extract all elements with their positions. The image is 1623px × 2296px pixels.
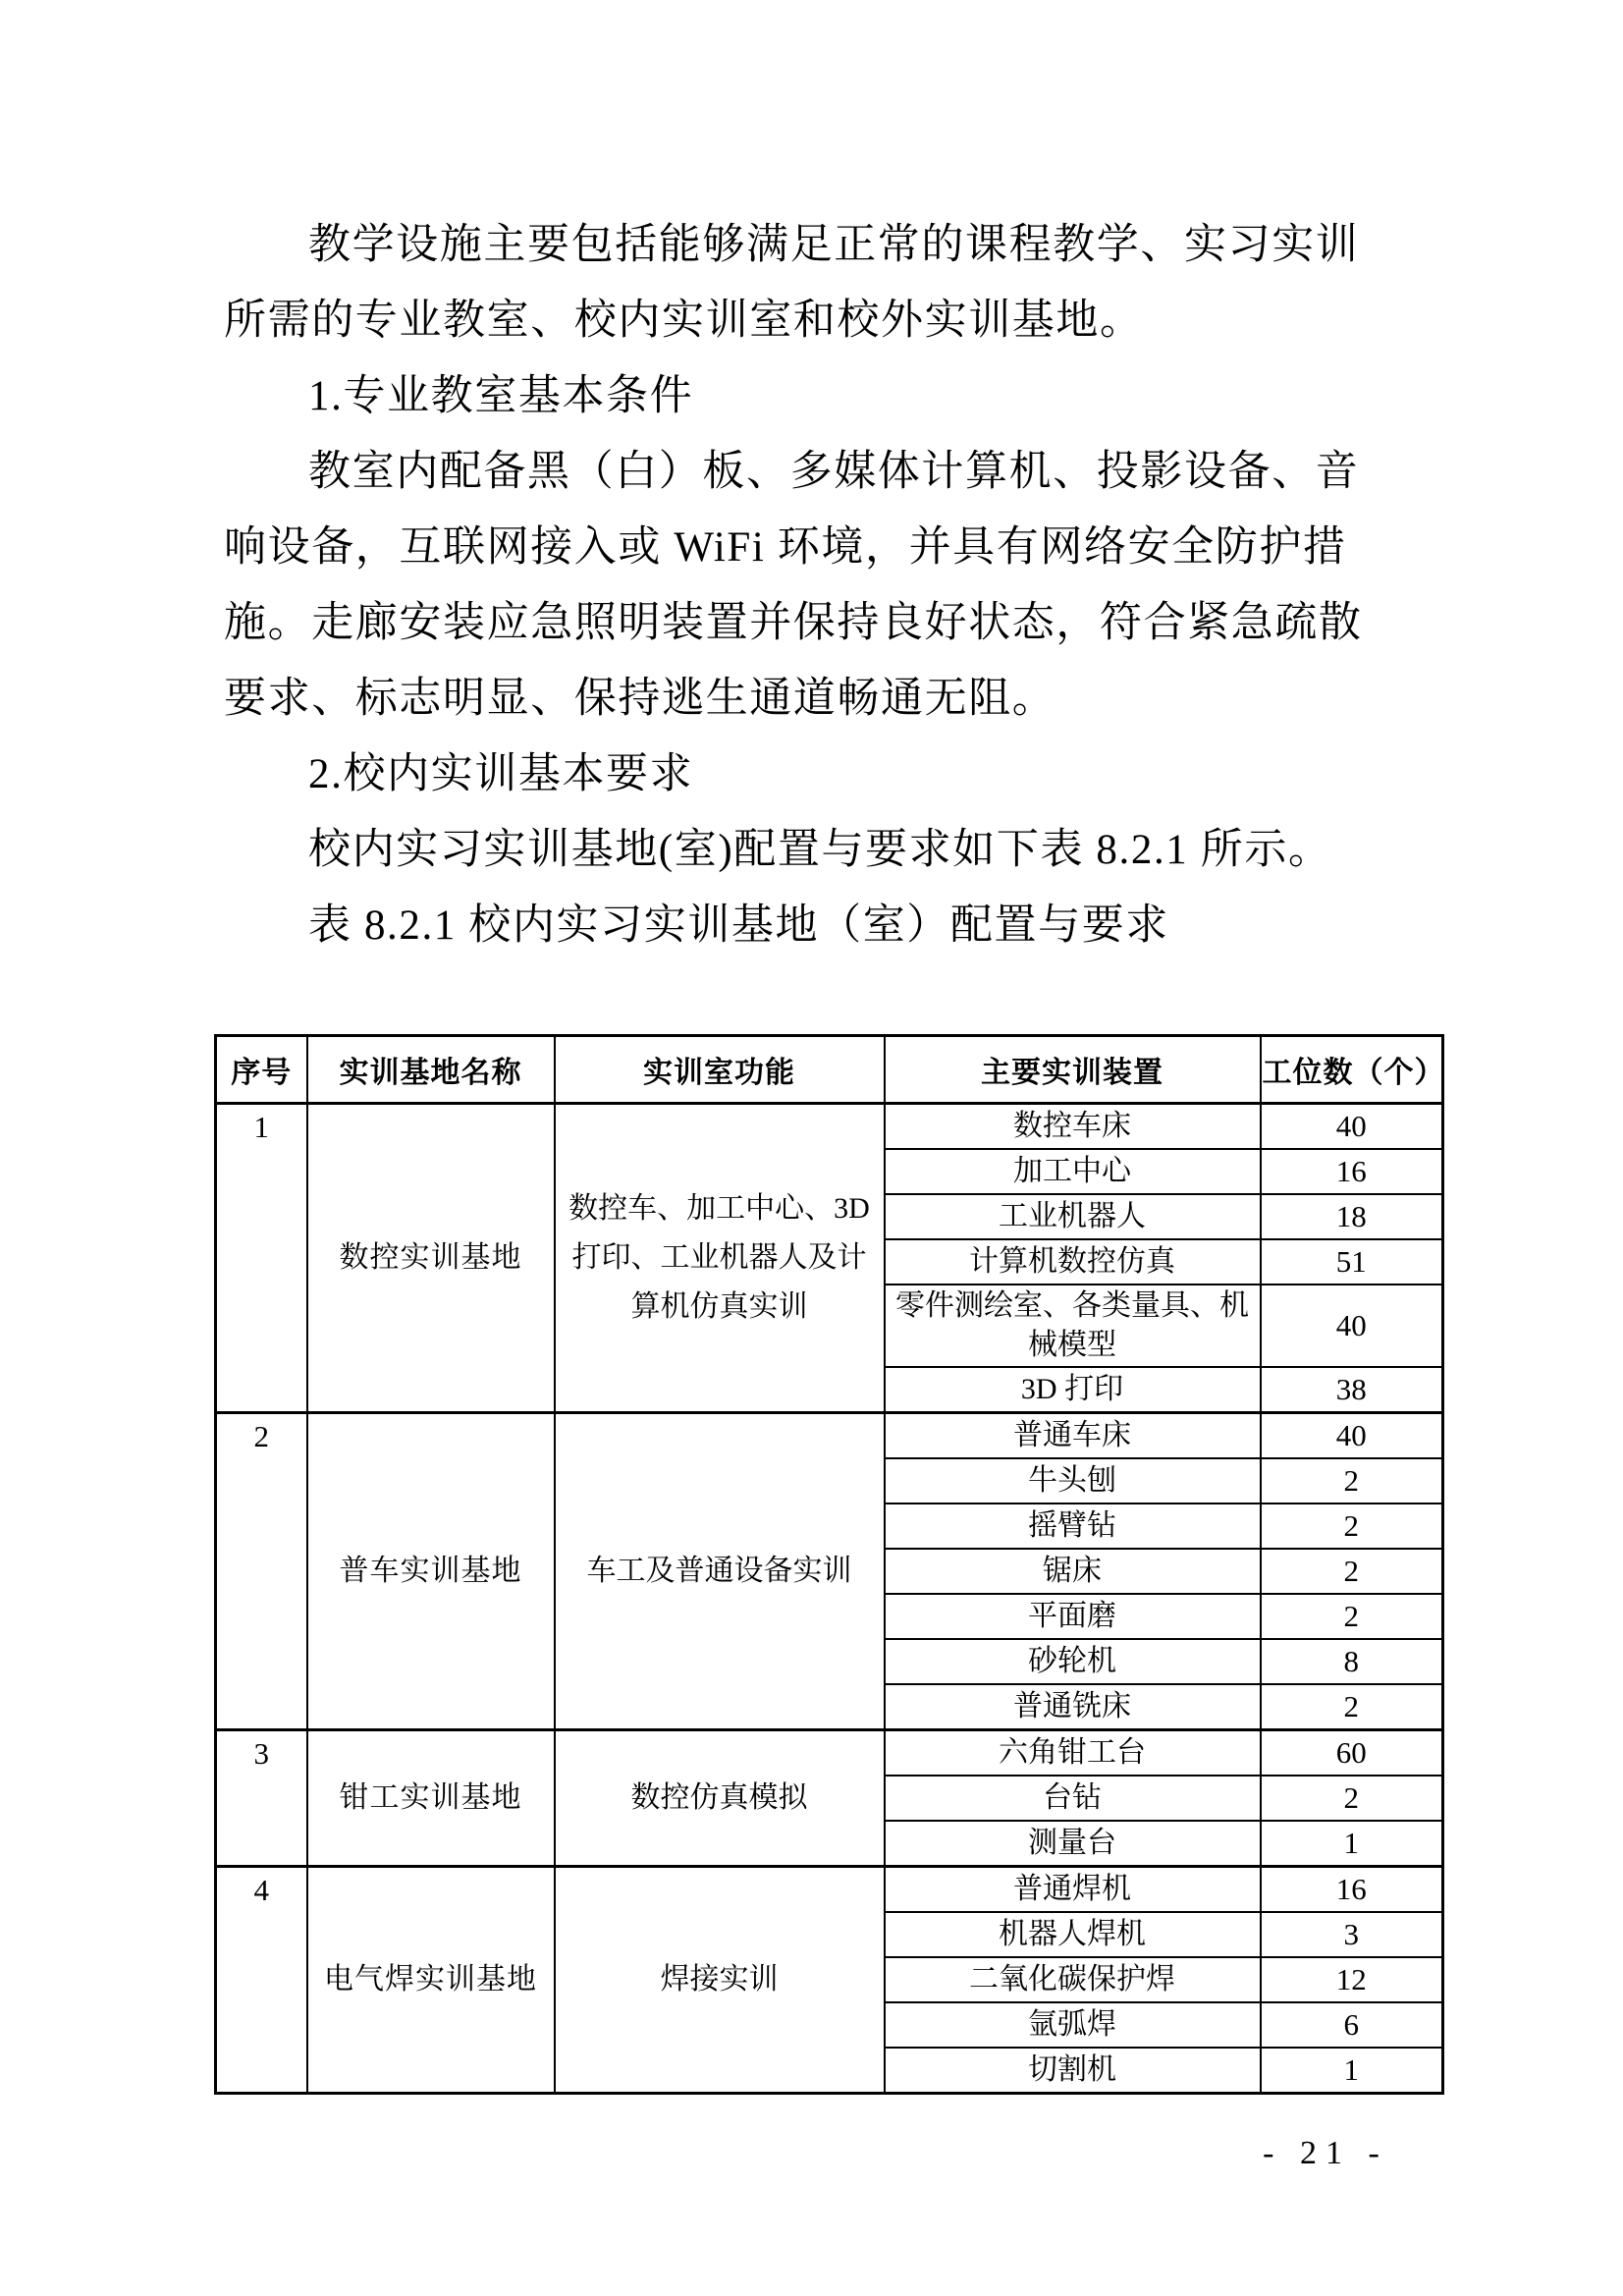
- device-cell: 工业机器人: [885, 1194, 1261, 1239]
- device-cell: 平面磨: [885, 1594, 1261, 1639]
- workstation-count-cell: 2: [1261, 1549, 1443, 1594]
- column-header: 序号: [216, 1036, 307, 1104]
- room-function-cell: 数控仿真模拟: [555, 1730, 885, 1867]
- body-line: 响设备，互联网接入或 WiFi 环境，并具有网络安全防护措: [224, 524, 1347, 571]
- device-cell: 锯床: [885, 1549, 1261, 1594]
- device-cell: 牛头刨: [885, 1458, 1261, 1503]
- base-name-cell: 电气焊实训基地: [307, 1867, 555, 2094]
- table-row: [216, 1730, 1443, 1777]
- device-cell: 氩弧焊: [885, 2002, 1261, 2048]
- base-name-cell: 普车实训基地: [307, 1413, 555, 1730]
- header-row: [216, 1036, 1443, 1104]
- base-name-cell: 数控实训基地: [307, 1104, 555, 1413]
- body-line: 1.专业教室基本条件: [308, 373, 694, 419]
- column-header: 实训室功能: [555, 1036, 885, 1104]
- column-header: 实训基地名称: [307, 1036, 555, 1104]
- table-caption: 表 8.2.1 校内实习实训基地（室）配置与要求: [308, 902, 1169, 949]
- row-number-cell: 1: [216, 1104, 307, 1413]
- workstation-count-cell: 3: [1261, 1912, 1443, 1957]
- workstation-count-cell: 2: [1261, 1503, 1443, 1549]
- row-number-cell: 2: [216, 1413, 307, 1730]
- page-number: - 21 -: [1263, 2135, 1388, 2171]
- device-cell: 计算机数控仿真: [885, 1239, 1261, 1285]
- table-header-row: [216, 1036, 1443, 1104]
- workstation-count-cell: 40: [1261, 1285, 1443, 1367]
- workstation-count-cell: 2: [1261, 1458, 1443, 1503]
- workstation-count-cell: 16: [1261, 1867, 1443, 1913]
- room-function-cell: 焊接实训: [555, 1867, 885, 2094]
- workstation-count-cell: 1: [1261, 2048, 1443, 2094]
- body-text: [224, 207, 1382, 963]
- device-cell: 摇臂钻: [885, 1503, 1261, 1549]
- workstation-count-cell: 40: [1261, 1413, 1443, 1459]
- workstation-count-cell: 8: [1261, 1639, 1443, 1684]
- device-cell: 普通铣床: [885, 1684, 1261, 1730]
- body-line: 教学设施主要包括能够满足正常的课程教学、实习实训: [308, 222, 1360, 268]
- room-function-cell: 车工及普通设备实训: [555, 1413, 885, 1730]
- table-row: [216, 1413, 1443, 1459]
- device-cell: 数控车床: [885, 1104, 1261, 1150]
- table-row: [216, 1104, 1443, 1150]
- device-cell: 六角钳工台: [885, 1730, 1261, 1777]
- workstation-count-cell: 2: [1261, 1776, 1443, 1821]
- column-header: 主要实训装置: [885, 1036, 1261, 1104]
- workstation-count-cell: 12: [1261, 1957, 1443, 2002]
- device-cell: 零件测绘室、各类量具、机械模型: [885, 1285, 1261, 1367]
- training-base-table: [214, 1034, 1444, 2095]
- workstation-count-cell: 40: [1261, 1104, 1443, 1150]
- body-line: 施。走廊安装应急照明装置并保持良好状态，符合紧急疏散: [224, 600, 1363, 646]
- table-body: [216, 1104, 1443, 2094]
- body-line: 教室内配备黑（白）板、多媒体计算机、投影设备、音: [308, 449, 1360, 495]
- column-header: 工位数（个）: [1261, 1036, 1443, 1104]
- table-row: [216, 1867, 1443, 1913]
- device-cell: 加工中心: [885, 1149, 1261, 1194]
- workstation-count-cell: 2: [1261, 1594, 1443, 1639]
- body-line: 所需的专业教室、校内实训室和校外实训基地。: [224, 298, 1144, 344]
- workstation-count-cell: 1: [1261, 1821, 1443, 1867]
- body-line: 要求、标志明显、保持逃生通道畅通无阻。: [224, 676, 1056, 722]
- body-line: 2.校内实训基本要求: [308, 751, 694, 797]
- body-line: 校内实习实训基地(室)配置与要求如下表 8.2.1 所示。: [308, 827, 1332, 873]
- device-cell: 机器人焊机: [885, 1912, 1261, 1957]
- device-cell: 台钻: [885, 1776, 1261, 1821]
- workstation-count-cell: 38: [1261, 1367, 1443, 1413]
- row-number-cell: 4: [216, 1867, 307, 2094]
- workstation-count-cell: 16: [1261, 1149, 1443, 1194]
- device-cell: 测量台: [885, 1821, 1261, 1867]
- training-table-wrap: [214, 1034, 1445, 2095]
- workstation-count-cell: 51: [1261, 1239, 1443, 1285]
- device-cell: 普通车床: [885, 1413, 1261, 1459]
- workstation-count-cell: 60: [1261, 1730, 1443, 1777]
- device-cell: 砂轮机: [885, 1639, 1261, 1684]
- device-cell: 普通焊机: [885, 1867, 1261, 1913]
- workstation-count-cell: 2: [1261, 1684, 1443, 1730]
- device-cell: 二氧化碳保护焊: [885, 1957, 1261, 2002]
- device-cell: 3D 打印: [885, 1367, 1261, 1413]
- workstation-count-cell: 6: [1261, 2002, 1443, 2048]
- workstation-count-cell: 18: [1261, 1194, 1443, 1239]
- room-function-cell: 数控车、加工中心、3D打印、工业机器人及计算机仿真实训: [555, 1104, 885, 1413]
- device-cell: 切割机: [885, 2048, 1261, 2094]
- base-name-cell: 钳工实训基地: [307, 1730, 555, 1867]
- row-number-cell: 3: [216, 1730, 307, 1867]
